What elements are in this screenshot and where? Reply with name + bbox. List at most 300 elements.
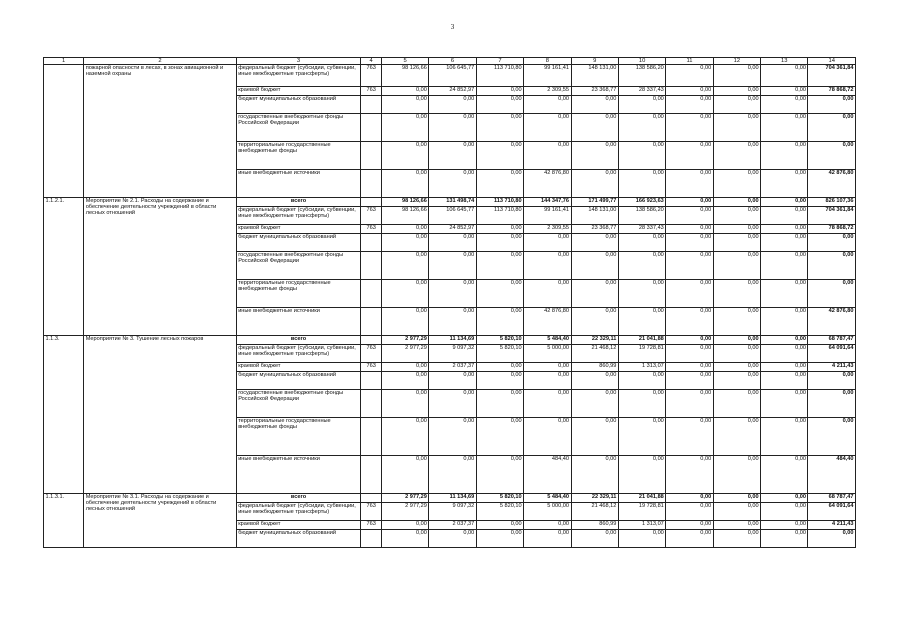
grbs-code <box>361 530 382 548</box>
column-header: 14 <box>808 58 856 65</box>
value-cell: 0,00 <box>618 418 665 456</box>
value-cell: 2 037,37 <box>429 363 476 372</box>
value-cell: 0,00 <box>524 363 571 372</box>
value-cell: 0,00 <box>381 252 428 280</box>
funding-source: федеральный бюджет (субсидии, субвенции, иные межбюджетные трансферты) <box>236 207 361 225</box>
value-cell: 0,00 <box>381 372 428 390</box>
column-header: 6 <box>429 58 476 65</box>
value-cell: 68 787,47 <box>808 494 856 503</box>
funding-source: территориальные государственные внебюджетные фонды <box>236 418 361 456</box>
value-cell: 704 361,84 <box>808 65 856 87</box>
row-name: Мероприятие № 2.1. Расходы на содержание и обеспечение деятельности учреждений в области лесных отношений <box>84 198 237 336</box>
value-cell: 0,00 <box>618 252 665 280</box>
grbs-code: 763 <box>361 65 382 87</box>
value-cell: 0,00 <box>761 336 808 345</box>
value-cell: 0,00 <box>761 345 808 363</box>
funding-source: краевой бюджет <box>236 521 361 530</box>
value-cell: 99 161,41 <box>524 207 571 225</box>
value-cell: 0,00 <box>761 207 808 225</box>
value-cell: 0,00 <box>713 503 760 521</box>
value-cell: 0,00 <box>761 503 808 521</box>
funding-source: бюджет муниципальных образований <box>236 372 361 390</box>
value-cell: 0,00 <box>713 87 760 96</box>
value-cell: 0,00 <box>429 280 476 308</box>
funding-source: государственные внебюджетные фонды Российской Федерации <box>236 390 361 418</box>
value-cell: 0,00 <box>666 170 713 198</box>
value-cell: 5 820,10 <box>476 336 523 345</box>
value-cell: 0,00 <box>381 308 428 336</box>
value-cell: 0,00 <box>524 114 571 142</box>
value-cell: 0,00 <box>476 225 523 234</box>
value-cell: 0,00 <box>713 494 760 503</box>
column-header: 1 <box>44 58 84 65</box>
value-cell: 64 091,64 <box>808 503 856 521</box>
column-header: 11 <box>666 58 713 65</box>
value-cell: 0,00 <box>618 170 665 198</box>
value-cell: 0,00 <box>571 308 618 336</box>
value-cell: 5 484,40 <box>524 494 571 503</box>
value-cell: 0,00 <box>571 252 618 280</box>
value-cell: 11 134,69 <box>429 494 476 503</box>
value-cell: 0,00 <box>381 456 428 494</box>
value-cell: 171 499,77 <box>571 198 618 207</box>
value-cell: 0,00 <box>571 234 618 252</box>
value-cell: 22 329,11 <box>571 336 618 345</box>
value-cell: 0,00 <box>761 142 808 170</box>
funding-source: бюджет муниципальных образований <box>236 96 361 114</box>
value-cell: 98 126,66 <box>381 207 428 225</box>
value-cell: 0,00 <box>666 198 713 207</box>
value-cell: 0,00 <box>476 308 523 336</box>
value-cell: 0,00 <box>713 336 760 345</box>
grbs-code <box>361 252 382 280</box>
grbs-code: 763 <box>361 521 382 530</box>
value-cell: 0,00 <box>571 170 618 198</box>
value-cell: 22 329,11 <box>571 494 618 503</box>
value-cell: 0,00 <box>713 390 760 418</box>
value-cell: 0,00 <box>571 418 618 456</box>
table-row <box>44 65 856 87</box>
value-cell: 0,00 <box>713 280 760 308</box>
value-cell: 138 586,20 <box>618 207 665 225</box>
value-cell: 0,00 <box>666 234 713 252</box>
column-header: 8 <box>524 58 571 65</box>
value-cell: 860,99 <box>571 363 618 372</box>
value-cell: 0,00 <box>666 87 713 96</box>
value-cell: 0,00 <box>761 372 808 390</box>
funding-source: краевой бюджет <box>236 87 361 96</box>
value-cell: 5 820,10 <box>476 494 523 503</box>
value-cell: 0,00 <box>381 418 428 456</box>
column-header: 4 <box>361 58 382 65</box>
value-cell: 0,00 <box>429 530 476 548</box>
value-cell: 138 586,20 <box>618 65 665 87</box>
value-cell: 0,00 <box>761 530 808 548</box>
value-cell: 0,00 <box>713 96 760 114</box>
value-cell: 1 313,07 <box>618 363 665 372</box>
value-cell: 0,00 <box>713 252 760 280</box>
column-header: 7 <box>476 58 523 65</box>
value-cell: 0,00 <box>666 456 713 494</box>
value-cell: 0,00 <box>429 390 476 418</box>
grbs-code <box>361 456 382 494</box>
value-cell: 0,00 <box>666 142 713 170</box>
value-cell: 0,00 <box>713 521 760 530</box>
funding-source: всего <box>236 336 361 345</box>
value-cell: 0,00 <box>429 372 476 390</box>
value-cell: 0,00 <box>618 308 665 336</box>
value-cell: 0,00 <box>524 96 571 114</box>
value-cell: 64 091,64 <box>808 345 856 363</box>
value-cell: 0,00 <box>381 521 428 530</box>
value-cell: 0,00 <box>476 372 523 390</box>
row-code: 1.1.2.1. <box>44 198 84 336</box>
value-cell: 0,00 <box>808 418 856 456</box>
value-cell: 0,00 <box>666 372 713 390</box>
grbs-code <box>361 418 382 456</box>
value-cell: 0,00 <box>761 65 808 87</box>
value-cell: 19 728,81 <box>618 345 665 363</box>
value-cell: 0,00 <box>713 234 760 252</box>
total-row <box>44 336 856 345</box>
value-cell: 0,00 <box>524 390 571 418</box>
value-cell: 0,00 <box>381 390 428 418</box>
page-number: 3 <box>450 23 455 31</box>
grbs-code <box>361 308 382 336</box>
value-cell: 2 977,29 <box>381 336 428 345</box>
value-cell: 19 728,81 <box>618 503 665 521</box>
value-cell: 0,00 <box>618 234 665 252</box>
value-cell: 0,00 <box>713 363 760 372</box>
value-cell: 826 107,36 <box>808 198 856 207</box>
value-cell: 0,00 <box>808 234 856 252</box>
value-cell: 2 309,55 <box>524 225 571 234</box>
grbs-code <box>361 96 382 114</box>
grbs-code: 763 <box>361 363 382 372</box>
value-cell: 0,00 <box>618 96 665 114</box>
grbs-code <box>361 198 382 207</box>
value-cell: 21 468,12 <box>571 503 618 521</box>
value-cell: 0,00 <box>761 308 808 336</box>
value-cell: 0,00 <box>666 363 713 372</box>
value-cell: 5 484,40 <box>524 336 571 345</box>
value-cell: 0,00 <box>761 280 808 308</box>
value-cell: 21 041,88 <box>618 494 665 503</box>
value-cell: 0,00 <box>713 142 760 170</box>
column-header: 3 <box>236 58 361 65</box>
value-cell: 0,00 <box>666 503 713 521</box>
funding-source: территориальные государственные внебюджетные фонды <box>236 142 361 170</box>
value-cell: 106 645,77 <box>429 207 476 225</box>
value-cell: 0,00 <box>429 142 476 170</box>
value-cell: 0,00 <box>713 65 760 87</box>
value-cell: 0,00 <box>524 234 571 252</box>
value-cell: 113 710,80 <box>476 65 523 87</box>
value-cell: 9 097,32 <box>429 345 476 363</box>
value-cell: 0,00 <box>808 252 856 280</box>
value-cell: 2 977,29 <box>381 345 428 363</box>
value-cell: 0,00 <box>666 336 713 345</box>
header-row <box>44 58 856 65</box>
value-cell: 0,00 <box>381 280 428 308</box>
value-cell: 0,00 <box>666 308 713 336</box>
value-cell: 0,00 <box>666 345 713 363</box>
value-cell: 0,00 <box>524 252 571 280</box>
funding-source: федеральный бюджет (субсидии, субвенции, иные межбюджетные трансферты) <box>236 65 361 87</box>
value-cell: 42 876,80 <box>524 308 571 336</box>
value-cell: 0,00 <box>381 234 428 252</box>
grbs-code: 763 <box>361 87 382 96</box>
funding-source: государственные внебюджетные фонды Российской Федерации <box>236 252 361 280</box>
grbs-code <box>361 170 382 198</box>
value-cell: 0,00 <box>713 198 760 207</box>
value-cell: 0,00 <box>713 372 760 390</box>
value-cell: 0,00 <box>476 418 523 456</box>
funding-source: бюджет муниципальных образований <box>236 530 361 548</box>
value-cell: 2 977,29 <box>381 503 428 521</box>
value-cell: 106 645,77 <box>429 65 476 87</box>
value-cell: 0,00 <box>761 114 808 142</box>
grbs-code <box>361 234 382 252</box>
value-cell: 0,00 <box>666 390 713 418</box>
value-cell: 78 868,72 <box>808 225 856 234</box>
value-cell: 0,00 <box>713 225 760 234</box>
grbs-code <box>361 280 382 308</box>
value-cell: 0,00 <box>808 390 856 418</box>
value-cell: 0,00 <box>761 170 808 198</box>
value-cell: 0,00 <box>808 530 856 548</box>
value-cell: 5 820,10 <box>476 345 523 363</box>
value-cell: 0,00 <box>713 530 760 548</box>
value-cell: 0,00 <box>761 252 808 280</box>
value-cell: 0,00 <box>476 390 523 418</box>
value-cell: 0,00 <box>571 456 618 494</box>
funding-source: федеральный бюджет (субсидии, субвенции, иные межбюджетные трансферты) <box>236 503 361 521</box>
value-cell: 0,00 <box>808 96 856 114</box>
value-cell: 0,00 <box>429 96 476 114</box>
value-cell: 0,00 <box>618 280 665 308</box>
value-cell: 0,00 <box>713 207 760 225</box>
value-cell: 0,00 <box>476 234 523 252</box>
value-cell: 42 876,80 <box>808 308 856 336</box>
value-cell: 0,00 <box>808 280 856 308</box>
value-cell: 0,00 <box>476 170 523 198</box>
value-cell: 0,00 <box>476 252 523 280</box>
grbs-code: 763 <box>361 503 382 521</box>
value-cell: 0,00 <box>808 114 856 142</box>
row-code: 1.1.3.1. <box>44 494 84 548</box>
value-cell: 24 852,97 <box>429 87 476 96</box>
value-cell: 0,00 <box>618 456 665 494</box>
value-cell: 0,00 <box>666 280 713 308</box>
value-cell: 144 347,76 <box>524 198 571 207</box>
funding-source: государственные внебюджетные фонды Российской Федерации <box>236 114 361 142</box>
value-cell: 0,00 <box>571 372 618 390</box>
value-cell: 2 037,37 <box>429 521 476 530</box>
funding-source: всего <box>236 494 361 503</box>
value-cell: 0,00 <box>476 280 523 308</box>
funding-source: иные внебюджетные источники <box>236 170 361 198</box>
value-cell: 0,00 <box>524 418 571 456</box>
grbs-code <box>361 114 382 142</box>
grbs-code <box>361 372 382 390</box>
column-header: 13 <box>761 58 808 65</box>
funding-source: краевой бюджет <box>236 225 361 234</box>
row-code: 1.1.3. <box>44 336 84 494</box>
value-cell: 0,00 <box>381 114 428 142</box>
grbs-code <box>361 336 382 345</box>
value-cell: 0,00 <box>713 308 760 336</box>
value-cell: 0,00 <box>666 96 713 114</box>
value-cell: 28 337,43 <box>618 225 665 234</box>
row-name: Мероприятие № 3.1. Расходы на содержание и обеспечение деятельности учреждений в области лесных отношений <box>84 494 237 548</box>
value-cell: 0,00 <box>666 521 713 530</box>
column-header: 12 <box>713 58 760 65</box>
value-cell: 0,00 <box>381 363 428 372</box>
value-cell: 704 361,84 <box>808 207 856 225</box>
value-cell: 11 134,69 <box>429 336 476 345</box>
funding-source: территориальные государственные внебюджетные фонды <box>236 280 361 308</box>
value-cell: 28 337,43 <box>618 87 665 96</box>
value-cell: 0,00 <box>713 418 760 456</box>
value-cell: 0,00 <box>666 418 713 456</box>
value-cell: 0,00 <box>761 390 808 418</box>
value-cell: 0,00 <box>761 494 808 503</box>
value-cell: 0,00 <box>571 142 618 170</box>
value-cell: 4 211,43 <box>808 521 856 530</box>
row-name: пожарной опасности в лесах, в зонах авиационной и наземной охраны <box>84 65 237 198</box>
value-cell: 0,00 <box>618 142 665 170</box>
value-cell: 0,00 <box>713 170 760 198</box>
value-cell: 148 131,00 <box>571 207 618 225</box>
grbs-code: 763 <box>361 207 382 225</box>
column-header: 9 <box>571 58 618 65</box>
grbs-code <box>361 494 382 503</box>
row-name: Мероприятие № 3. Тушение лесных пожаров <box>84 336 237 494</box>
value-cell: 42 876,80 <box>524 170 571 198</box>
value-cell: 0,00 <box>429 234 476 252</box>
value-cell: 113 710,80 <box>476 207 523 225</box>
value-cell: 0,00 <box>618 372 665 390</box>
value-cell: 0,00 <box>666 494 713 503</box>
value-cell: 0,00 <box>571 114 618 142</box>
value-cell: 5 000,00 <box>524 503 571 521</box>
value-cell: 0,00 <box>429 114 476 142</box>
value-cell: 0,00 <box>666 114 713 142</box>
grbs-code: 763 <box>361 225 382 234</box>
value-cell: 0,00 <box>713 345 760 363</box>
funding-source: иные внебюджетные источники <box>236 456 361 494</box>
funding-source: всего <box>236 198 361 207</box>
value-cell: 23 368,77 <box>571 87 618 96</box>
value-cell: 78 868,72 <box>808 87 856 96</box>
value-cell: 98 126,66 <box>381 65 428 87</box>
value-cell: 0,00 <box>381 142 428 170</box>
value-cell: 0,00 <box>571 280 618 308</box>
value-cell: 0,00 <box>476 142 523 170</box>
value-cell: 21 468,12 <box>571 345 618 363</box>
value-cell: 0,00 <box>666 225 713 234</box>
value-cell: 0,00 <box>761 234 808 252</box>
value-cell: 0,00 <box>476 114 523 142</box>
value-cell: 68 787,47 <box>808 336 856 345</box>
value-cell: 148 131,00 <box>571 65 618 87</box>
value-cell: 0,00 <box>429 308 476 336</box>
value-cell: 24 852,97 <box>429 225 476 234</box>
value-cell: 0,00 <box>524 280 571 308</box>
value-cell: 2 309,55 <box>524 87 571 96</box>
value-cell: 5 000,00 <box>524 345 571 363</box>
value-cell: 23 368,77 <box>571 225 618 234</box>
value-cell: 21 041,88 <box>618 336 665 345</box>
value-cell: 0,00 <box>524 521 571 530</box>
value-cell: 0,00 <box>381 87 428 96</box>
value-cell: 0,00 <box>761 521 808 530</box>
grbs-code <box>361 390 382 418</box>
value-cell: 0,00 <box>618 114 665 142</box>
value-cell: 0,00 <box>429 456 476 494</box>
grbs-code <box>361 142 382 170</box>
budget-table <box>43 57 856 548</box>
value-cell: 98 126,66 <box>381 198 428 207</box>
value-cell: 0,00 <box>429 252 476 280</box>
funding-source: иные внебюджетные источники <box>236 308 361 336</box>
funding-source: бюджет муниципальных образований <box>236 234 361 252</box>
value-cell: 0,00 <box>808 142 856 170</box>
value-cell: 0,00 <box>666 65 713 87</box>
value-cell: 0,00 <box>713 114 760 142</box>
value-cell: 9 097,32 <box>429 503 476 521</box>
value-cell: 0,00 <box>761 418 808 456</box>
value-cell: 0,00 <box>808 372 856 390</box>
value-cell: 0,00 <box>571 96 618 114</box>
value-cell: 0,00 <box>666 530 713 548</box>
value-cell: 0,00 <box>571 530 618 548</box>
column-header: 2 <box>84 58 237 65</box>
value-cell: 2 977,29 <box>381 494 428 503</box>
grbs-code: 763 <box>361 345 382 363</box>
value-cell: 0,00 <box>381 225 428 234</box>
funding-source: краевой бюджет <box>236 363 361 372</box>
value-cell: 0,00 <box>429 418 476 456</box>
value-cell: 0,00 <box>761 456 808 494</box>
value-cell: 0,00 <box>524 142 571 170</box>
value-cell: 0,00 <box>524 372 571 390</box>
value-cell: 0,00 <box>713 456 760 494</box>
total-row <box>44 198 856 207</box>
value-cell: 0,00 <box>381 170 428 198</box>
value-cell: 0,00 <box>618 530 665 548</box>
value-cell: 860,99 <box>571 521 618 530</box>
value-cell: 0,00 <box>381 96 428 114</box>
value-cell: 0,00 <box>761 87 808 96</box>
value-cell: 0,00 <box>476 363 523 372</box>
value-cell: 0,00 <box>381 530 428 548</box>
value-cell: 484,40 <box>808 456 856 494</box>
value-cell: 1 313,07 <box>618 521 665 530</box>
value-cell: 42 876,80 <box>808 170 856 198</box>
value-cell: 0,00 <box>761 198 808 207</box>
value-cell: 0,00 <box>476 521 523 530</box>
value-cell: 0,00 <box>666 252 713 280</box>
value-cell: 0,00 <box>476 456 523 494</box>
value-cell: 99 161,41 <box>524 65 571 87</box>
column-header: 10 <box>618 58 665 65</box>
funding-source: федеральный бюджет (субсидии, субвенции, иные межбюджетные трансферты) <box>236 345 361 363</box>
value-cell: 166 923,63 <box>618 198 665 207</box>
value-cell: 0,00 <box>761 363 808 372</box>
value-cell: 484,40 <box>524 456 571 494</box>
